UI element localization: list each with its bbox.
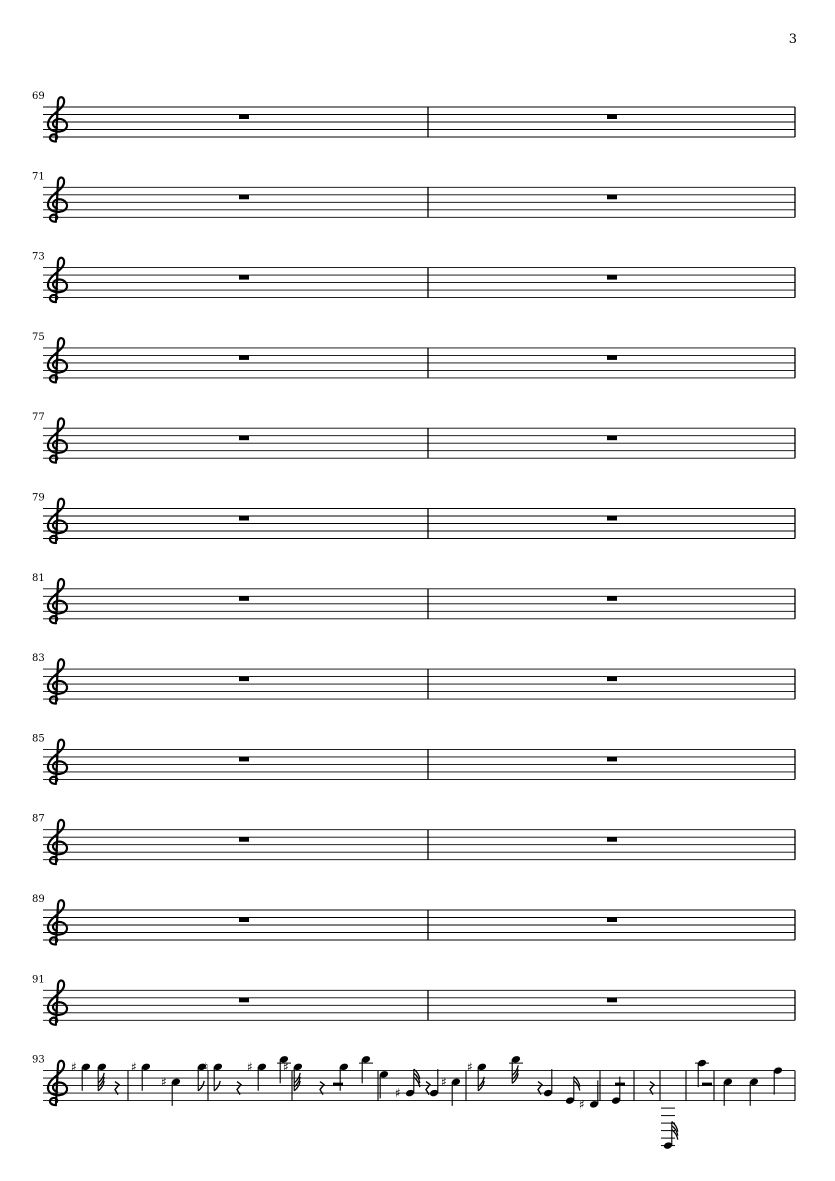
measure-number: 75 (32, 331, 45, 343)
staff-system (32, 493, 795, 544)
whole-rest (239, 195, 249, 200)
whole-rest (607, 355, 617, 360)
whole-rest (607, 998, 617, 1003)
treble-clef-icon (48, 900, 67, 944)
sharp-icon: ♯ (131, 1059, 137, 1074)
measure-number: 87 (32, 813, 45, 825)
half-rest (333, 1083, 343, 1086)
whole-rest (607, 115, 617, 120)
whole-rest (607, 677, 617, 682)
sharp-icon: ♯ (71, 1059, 77, 1074)
staff-system (32, 412, 795, 463)
staff-system (32, 894, 795, 945)
measure-number: 73 (32, 251, 45, 263)
whole-rest (607, 596, 617, 601)
staff-system (32, 653, 795, 704)
half-rest (615, 1083, 625, 1086)
staff-system (32, 1055, 795, 1150)
treble-clef-icon (48, 579, 67, 623)
sharp-icon: ♯ (395, 1086, 401, 1101)
treble-clef-icon (48, 740, 67, 784)
treble-clef-icon (48, 97, 67, 141)
sharp-icon: ♯ (161, 1074, 167, 1089)
whole-rest (607, 195, 617, 200)
sharp-icon: ♯ (467, 1059, 473, 1074)
whole-rest (607, 837, 617, 842)
sharp-icon: ♯ (247, 1059, 253, 1074)
measure-number: 83 (32, 653, 45, 665)
measure-number: 91 (32, 974, 45, 986)
staff-system (32, 974, 795, 1025)
measure-number: 89 (32, 894, 45, 905)
staff-system (32, 171, 795, 222)
measure-number: 93 (32, 1054, 45, 1066)
staff-system (32, 332, 795, 383)
sharp-icon: ♯ (283, 1059, 289, 1074)
treble-clef-icon (48, 980, 67, 1024)
sharp-icon: ♯ (579, 1097, 585, 1112)
measure-number: 85 (32, 733, 45, 745)
measure-number: 77 (32, 412, 45, 424)
whole-rest (607, 918, 617, 923)
whole-rest (239, 436, 249, 441)
staff-system (32, 252, 795, 303)
measure-number: 79 (32, 492, 45, 504)
treble-clef-icon (48, 338, 67, 382)
page-number: 3 (788, 32, 797, 47)
whole-rest (239, 677, 249, 682)
whole-rest (607, 275, 617, 280)
staff-system (32, 91, 795, 142)
whole-rest (607, 757, 617, 762)
whole-rest (239, 275, 249, 280)
measure-number: 69 (32, 91, 45, 102)
whole-rest (607, 516, 617, 521)
staff-system (32, 814, 795, 865)
measure-number: 81 (32, 572, 45, 584)
staff-system (32, 733, 795, 784)
whole-rest (239, 757, 249, 762)
whole-rest (239, 918, 249, 923)
treble-clef-icon (48, 820, 67, 864)
whole-rest (239, 596, 249, 601)
treble-clef-icon (48, 659, 67, 703)
treble-clef-icon (48, 418, 67, 462)
treble-clef-icon (48, 1061, 67, 1105)
whole-rest (239, 837, 249, 842)
whole-rest (239, 115, 249, 120)
whole-rest (239, 998, 249, 1003)
staff-system (32, 573, 795, 624)
measure-number: 71 (32, 171, 45, 183)
natural-icon: ♮ (204, 1059, 209, 1074)
half-rest (702, 1083, 712, 1086)
sharp-icon: ♯ (441, 1074, 447, 1089)
whole-rest (239, 355, 249, 360)
treble-clef-icon (48, 258, 67, 302)
whole-rest (607, 436, 617, 441)
treble-clef-icon (48, 177, 67, 221)
whole-rest (239, 516, 249, 521)
treble-clef-icon (48, 499, 67, 543)
